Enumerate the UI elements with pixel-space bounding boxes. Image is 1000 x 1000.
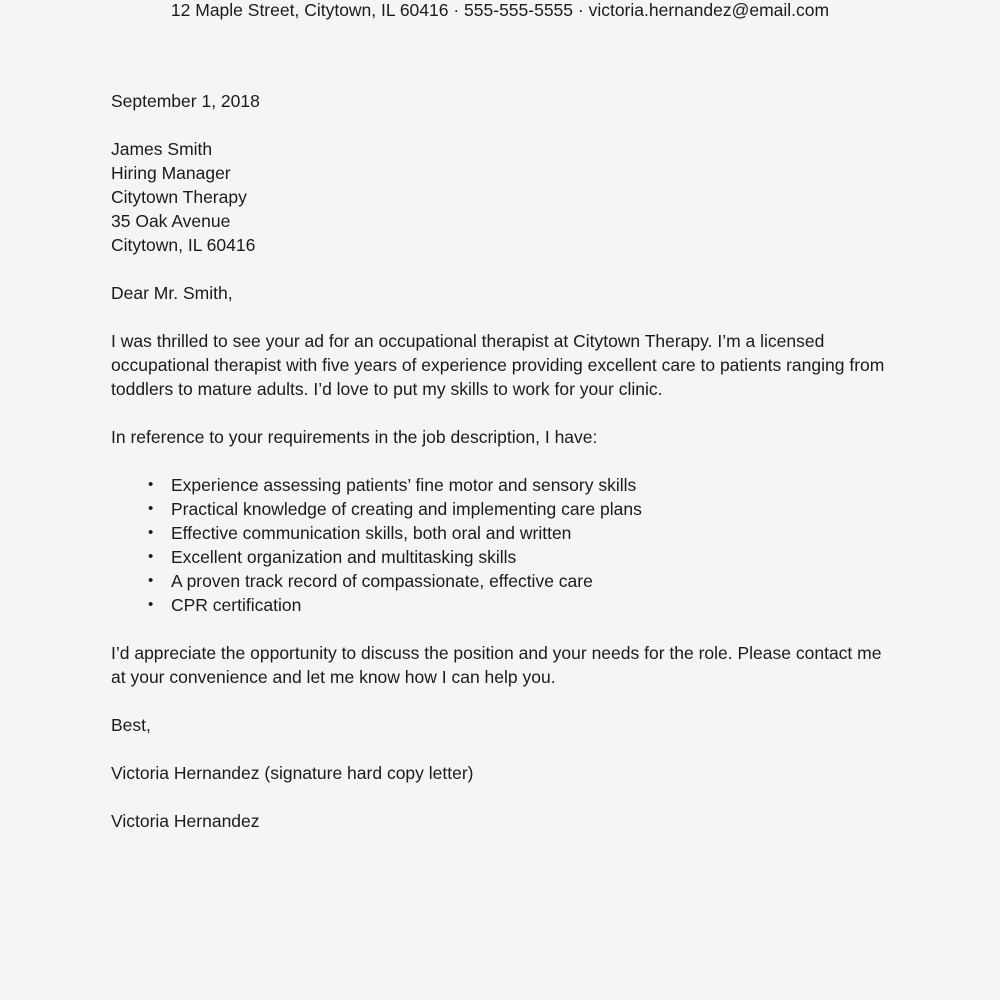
list-item: • Practical knowledge of creating and implementing care plans xyxy=(111,497,888,521)
contact-header: 12 Maple Street, Citytown, IL 60416 · 555-555-5555 · victoria.hernandez@email.com xyxy=(170,0,830,20)
letter-date: September 1, 2018 xyxy=(111,91,260,111)
salutation: Dear Mr. Smith, xyxy=(111,283,233,303)
recipient-street: 35 Oak Avenue xyxy=(111,211,231,231)
paragraph-closing: I’d appreciate the opportunity to discuss the position and your needs for the role. Please contact me at your convenience and let me know how I can help you. xyxy=(111,643,882,687)
paragraph-requirements-lead: In reference to your requirements in the job description, I have: xyxy=(111,427,598,447)
typed-name: Victoria Hernandez xyxy=(111,811,260,831)
recipient-title: Hiring Manager xyxy=(111,163,231,183)
closing-salutation: Best, xyxy=(111,715,151,735)
paragraph-intro: I was thrilled to see your ad for an occupational therapist at Citytown Therapy. I’m a licensed occupational therapist with five years of experience providing excellent care to patients ranging from toddlers to mature adults. I’d love to put my skills to work for your clinic. xyxy=(111,331,885,399)
list-item: • Excellent organization and multitasking skills xyxy=(111,545,888,569)
recipient-company: Citytown Therapy xyxy=(111,187,247,207)
list-item: • Effective communication skills, both oral and written xyxy=(111,521,888,545)
recipient-name: James Smith xyxy=(111,139,213,159)
list-item: • CPR certification xyxy=(111,593,888,617)
requirements-list xyxy=(111,473,888,617)
list-item: • A proven track record of compassionate, effective care xyxy=(111,569,888,593)
recipient-address-block xyxy=(111,137,888,257)
recipient-city-state-zip: Citytown, IL 60416 xyxy=(111,235,256,255)
letter-body xyxy=(0,89,1000,833)
list-item: • Experience assessing patients’ fine motor and sensory skills xyxy=(111,473,888,497)
signature-line: Victoria Hernandez (signature hard copy letter) xyxy=(111,763,474,783)
